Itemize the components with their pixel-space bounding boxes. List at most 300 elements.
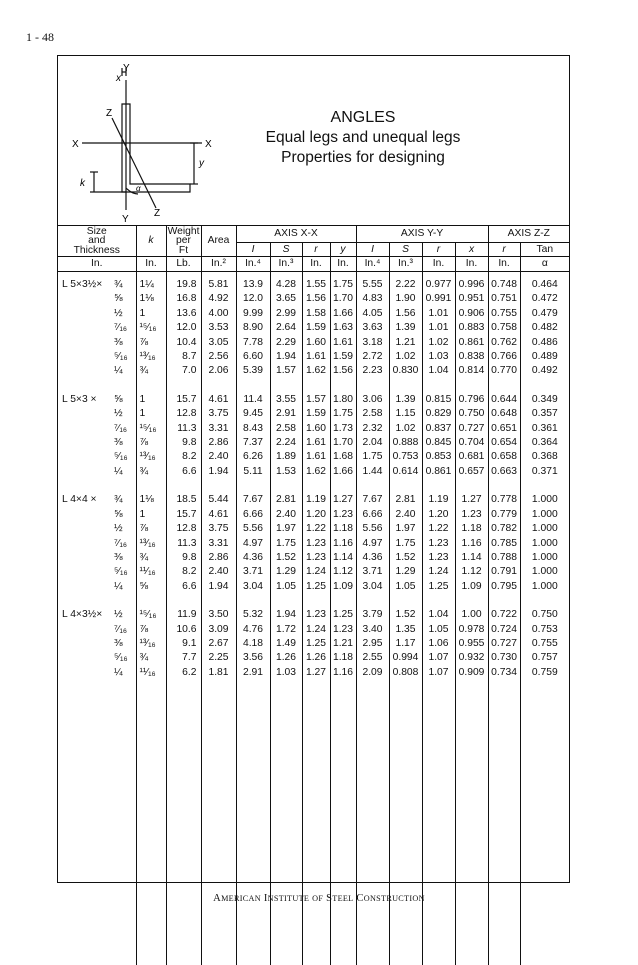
prop-rx: 1.60 bbox=[302, 336, 330, 350]
prop-Iy: 3.06 bbox=[356, 393, 389, 407]
prop-rz: 0.770 bbox=[488, 364, 520, 378]
spacer-row bbox=[58, 379, 569, 393]
prop-rx: 1.56 bbox=[302, 292, 330, 306]
spacer-cell bbox=[58, 594, 136, 608]
prop-Sy: 1.02 bbox=[389, 422, 422, 436]
prop-tan: 0.482 bbox=[520, 321, 569, 335]
prop-rz: 0.762 bbox=[488, 336, 520, 350]
spacer-cell bbox=[58, 379, 136, 393]
table-row bbox=[58, 637, 569, 651]
prop-tan: 0.371 bbox=[520, 465, 569, 479]
prop-Sy: 0.830 bbox=[389, 364, 422, 378]
prop-y: 1.21 bbox=[330, 637, 356, 651]
prop-Sx: 1.97 bbox=[270, 522, 302, 536]
weight-value: 9.8 bbox=[166, 436, 201, 450]
prop-Iy: 5.56 bbox=[356, 522, 389, 536]
header-size bbox=[58, 226, 136, 257]
prop-Sx: 2.29 bbox=[270, 336, 302, 350]
prop-Ix: 8.90 bbox=[236, 321, 270, 335]
header-size-line3: Thickness bbox=[58, 246, 136, 256]
size-designation: L 5×3½× bbox=[62, 278, 114, 292]
spacer-cell bbox=[58, 479, 136, 493]
area-value: 3.09 bbox=[201, 623, 236, 637]
weight-value: 12.8 bbox=[166, 407, 201, 421]
table-row bbox=[58, 522, 569, 536]
prop-y: 1.75 bbox=[330, 278, 356, 292]
prop-rz: 0.778 bbox=[488, 493, 520, 507]
table-row bbox=[58, 422, 569, 436]
area-value: 3.75 bbox=[201, 522, 236, 536]
weight-value: 10.6 bbox=[166, 623, 201, 637]
prop-Sx: 2.99 bbox=[270, 307, 302, 321]
spacer-cell bbox=[236, 379, 270, 393]
prop-ry: 1.07 bbox=[422, 651, 455, 665]
weight-value: 11.3 bbox=[166, 422, 201, 436]
prop-Ix: 7.37 bbox=[236, 436, 270, 450]
prop-y: 1.68 bbox=[330, 450, 356, 464]
size-cell bbox=[58, 623, 136, 637]
table-row bbox=[58, 465, 569, 479]
weight-value: 8.2 bbox=[166, 565, 201, 579]
prop-Iy: 1.75 bbox=[356, 450, 389, 464]
prop-x: 0.838 bbox=[455, 350, 488, 364]
size-cell bbox=[58, 393, 136, 407]
table-row bbox=[58, 666, 569, 680]
diagram-label-k: k bbox=[80, 178, 86, 189]
footer-w1-rest: MERICAN bbox=[221, 894, 261, 903]
prop-x: 0.796 bbox=[455, 393, 488, 407]
spacer-cell bbox=[455, 379, 488, 393]
prop-rz: 0.651 bbox=[488, 422, 520, 436]
prop-Iy: 6.66 bbox=[356, 508, 389, 522]
prop-Iy: 2.09 bbox=[356, 666, 389, 680]
prop-tan: 0.357 bbox=[520, 407, 569, 421]
spacer-cell bbox=[356, 379, 389, 393]
prop-Sx: 1.49 bbox=[270, 637, 302, 651]
prop-Ix: 7.78 bbox=[236, 336, 270, 350]
prop-Sy: 1.05 bbox=[389, 580, 422, 594]
prop-x: 1.00 bbox=[455, 608, 488, 622]
thickness: ⅜ bbox=[114, 638, 123, 649]
footer-w5-cap: C bbox=[356, 893, 363, 904]
thickness: ⅝ bbox=[114, 394, 123, 405]
prop-x: 0.955 bbox=[455, 637, 488, 651]
prop-x: 0.681 bbox=[455, 450, 488, 464]
size-designation: L 4×4 × bbox=[62, 493, 114, 507]
thickness: ⅝ bbox=[114, 293, 123, 304]
k-value: ¹¹⁄₁₆ bbox=[136, 565, 166, 579]
area-value: 3.75 bbox=[201, 407, 236, 421]
prop-Sx: 2.58 bbox=[270, 422, 302, 436]
thickness: ¼ bbox=[114, 667, 123, 678]
size-cell bbox=[58, 522, 136, 536]
prop-rz: 0.648 bbox=[488, 407, 520, 421]
size-cell bbox=[58, 580, 136, 594]
prop-Ix: 4.97 bbox=[236, 537, 270, 551]
table-row bbox=[58, 623, 569, 637]
title-line2: Equal legs and unequal legs bbox=[228, 128, 498, 148]
k-value: 1 bbox=[136, 407, 166, 421]
prop-Sy: 2.22 bbox=[389, 278, 422, 292]
weight-value: 7.7 bbox=[166, 651, 201, 665]
prop-tan: 0.492 bbox=[520, 364, 569, 378]
prop-Iy: 2.04 bbox=[356, 436, 389, 450]
prop-Iy: 2.55 bbox=[356, 651, 389, 665]
spacer-row bbox=[58, 594, 569, 608]
header-sub-Sy: S bbox=[389, 243, 422, 257]
prop-ry: 1.01 bbox=[422, 321, 455, 335]
weight-value: 12.0 bbox=[166, 321, 201, 335]
k-value: 1⅛ bbox=[136, 493, 166, 507]
table-row bbox=[58, 336, 569, 350]
spacer-cell bbox=[201, 379, 236, 393]
size-cell bbox=[58, 364, 136, 378]
spacer-cell bbox=[201, 479, 236, 493]
spacer-cell bbox=[356, 594, 389, 608]
spacer-cell bbox=[488, 680, 520, 965]
prop-tan: 0.464 bbox=[520, 278, 569, 292]
area-value: 1.81 bbox=[201, 666, 236, 680]
prop-ry: 0.837 bbox=[422, 422, 455, 436]
prop-ry: 1.03 bbox=[422, 350, 455, 364]
prop-y: 1.18 bbox=[330, 522, 356, 536]
header-sub-Sx: S bbox=[270, 243, 302, 257]
prop-y: 1.66 bbox=[330, 465, 356, 479]
prop-Sx: 1.05 bbox=[270, 580, 302, 594]
thickness: ½ bbox=[114, 609, 123, 620]
size-cell bbox=[58, 321, 136, 335]
prop-Iy: 3.79 bbox=[356, 608, 389, 622]
prop-Sy: 0.753 bbox=[389, 450, 422, 464]
weight-value: 19.8 bbox=[166, 278, 201, 292]
area-value: 4.00 bbox=[201, 307, 236, 321]
prop-Iy: 2.95 bbox=[356, 637, 389, 651]
header-sub-y: y bbox=[330, 243, 356, 257]
prop-rz: 0.722 bbox=[488, 608, 520, 622]
k-value: ¹³⁄₁₆ bbox=[136, 450, 166, 464]
prop-x: 1.09 bbox=[455, 580, 488, 594]
prop-x: 0.814 bbox=[455, 364, 488, 378]
page-number: 1 - 48 bbox=[26, 30, 54, 45]
prop-ry: 1.22 bbox=[422, 522, 455, 536]
prop-Iy: 2.72 bbox=[356, 350, 389, 364]
prop-Sx: 1.75 bbox=[270, 537, 302, 551]
unit-rx: In. bbox=[302, 257, 330, 272]
prop-Sy: 0.808 bbox=[389, 666, 422, 680]
table-frame bbox=[57, 55, 570, 883]
prop-x: 1.14 bbox=[455, 551, 488, 565]
prop-rz: 0.779 bbox=[488, 508, 520, 522]
unit-rz: In. bbox=[488, 257, 520, 272]
weight-value: 18.5 bbox=[166, 493, 201, 507]
area-value: 2.06 bbox=[201, 364, 236, 378]
prop-Ix: 5.39 bbox=[236, 364, 270, 378]
table-row bbox=[58, 350, 569, 364]
prop-y: 1.66 bbox=[330, 307, 356, 321]
thickness: ⁵⁄₁₆ bbox=[114, 566, 128, 577]
prop-Sy: 0.994 bbox=[389, 651, 422, 665]
table-row bbox=[58, 651, 569, 665]
prop-ry: 0.815 bbox=[422, 393, 455, 407]
title-block bbox=[228, 108, 498, 168]
header-axis-yy: AXIS Y-Y bbox=[356, 226, 488, 243]
prop-Sx: 1.89 bbox=[270, 450, 302, 464]
prop-Iy: 3.18 bbox=[356, 336, 389, 350]
weight-value: 16.8 bbox=[166, 292, 201, 306]
prop-rx: 1.62 bbox=[302, 364, 330, 378]
area-value: 3.53 bbox=[201, 321, 236, 335]
prop-Iy: 2.32 bbox=[356, 422, 389, 436]
header-weight-line3: Ft bbox=[167, 246, 201, 256]
table-row bbox=[58, 508, 569, 522]
prop-tan: 0.349 bbox=[520, 393, 569, 407]
diagram-label-X-left: X bbox=[72, 139, 79, 150]
prop-Iy: 5.55 bbox=[356, 278, 389, 292]
prop-rx: 1.23 bbox=[302, 551, 330, 565]
prop-y: 1.80 bbox=[330, 393, 356, 407]
weight-value: 12.8 bbox=[166, 522, 201, 536]
prop-Iy: 1.44 bbox=[356, 465, 389, 479]
weight-value: 9.8 bbox=[166, 551, 201, 565]
prop-rx: 1.20 bbox=[302, 508, 330, 522]
weight-value: 8.7 bbox=[166, 350, 201, 364]
size-cell bbox=[58, 637, 136, 651]
unit-ry: In. bbox=[422, 257, 455, 272]
prop-Ix: 4.18 bbox=[236, 637, 270, 651]
prop-Sx: 2.24 bbox=[270, 436, 302, 450]
properties-table bbox=[58, 226, 569, 965]
prop-tan: 0.361 bbox=[520, 422, 569, 436]
prop-Iy: 3.04 bbox=[356, 580, 389, 594]
area-value: 2.67 bbox=[201, 637, 236, 651]
prop-rz: 0.755 bbox=[488, 307, 520, 321]
size-cell bbox=[58, 307, 136, 321]
prop-rx: 1.22 bbox=[302, 522, 330, 536]
area-value: 3.50 bbox=[201, 608, 236, 622]
prop-ry: 1.04 bbox=[422, 364, 455, 378]
spacer-cell bbox=[455, 680, 488, 965]
prop-Ix: 3.56 bbox=[236, 651, 270, 665]
prop-tan: 0.368 bbox=[520, 450, 569, 464]
thickness: ⁷⁄₁₆ bbox=[114, 624, 127, 635]
diagram-label-Y-top: Y bbox=[123, 63, 130, 74]
prop-tan: 0.479 bbox=[520, 307, 569, 321]
prop-Sy: 1.02 bbox=[389, 350, 422, 364]
area-value: 2.86 bbox=[201, 551, 236, 565]
prop-tan: 1.000 bbox=[520, 565, 569, 579]
prop-Sy: 1.56 bbox=[389, 307, 422, 321]
header-sub-tan: Tan bbox=[520, 243, 569, 257]
table-row bbox=[58, 580, 569, 594]
footer-w3: OF bbox=[312, 894, 323, 903]
weight-value: 6.2 bbox=[166, 666, 201, 680]
prop-Sx: 1.53 bbox=[270, 465, 302, 479]
spacer-cell bbox=[488, 379, 520, 393]
prop-y: 1.27 bbox=[330, 493, 356, 507]
prop-tan: 0.753 bbox=[520, 623, 569, 637]
thickness: ⁷⁄₁₆ bbox=[114, 322, 127, 333]
prop-y: 1.73 bbox=[330, 422, 356, 436]
k-value: ¾ bbox=[136, 651, 166, 665]
header-axis-zz: AXIS Z-Z bbox=[488, 226, 569, 243]
prop-x: 0.996 bbox=[455, 278, 488, 292]
prop-rz: 0.724 bbox=[488, 623, 520, 637]
prop-rz: 0.782 bbox=[488, 522, 520, 536]
spacer-cell bbox=[236, 479, 270, 493]
prop-Ix: 13.9 bbox=[236, 278, 270, 292]
prop-ry: 1.02 bbox=[422, 336, 455, 350]
prop-Sx: 1.72 bbox=[270, 623, 302, 637]
prop-rx: 1.61 bbox=[302, 350, 330, 364]
size-cell bbox=[58, 666, 136, 680]
prop-rz: 0.658 bbox=[488, 450, 520, 464]
spacer-cell bbox=[520, 479, 569, 493]
prop-rz: 0.654 bbox=[488, 436, 520, 450]
prop-x: 0.909 bbox=[455, 666, 488, 680]
spacer-cell bbox=[270, 680, 302, 965]
area-value: 1.94 bbox=[201, 580, 236, 594]
prop-tan: 1.000 bbox=[520, 493, 569, 507]
area-value: 2.40 bbox=[201, 565, 236, 579]
prop-Sy: 1.21 bbox=[389, 336, 422, 350]
footer-w2-rest: NSTITUTE bbox=[268, 894, 310, 903]
size-cell bbox=[58, 436, 136, 450]
k-value: 1 bbox=[136, 307, 166, 321]
prop-ry: 1.23 bbox=[422, 551, 455, 565]
spacer-cell bbox=[166, 379, 201, 393]
spacer-cell bbox=[302, 379, 330, 393]
prop-tan: 0.489 bbox=[520, 350, 569, 364]
spacer-cell bbox=[270, 479, 302, 493]
table-row bbox=[58, 493, 569, 507]
k-value: 1 bbox=[136, 393, 166, 407]
prop-tan: 0.759 bbox=[520, 666, 569, 680]
title-line3: Properties for designing bbox=[228, 148, 498, 168]
size-cell bbox=[58, 336, 136, 350]
prop-Sx: 2.40 bbox=[270, 508, 302, 522]
prop-Sy: 0.888 bbox=[389, 436, 422, 450]
spacer-cell bbox=[389, 594, 422, 608]
k-value: ¹⁵⁄₁₆ bbox=[136, 321, 166, 335]
prop-ry: 1.24 bbox=[422, 565, 455, 579]
prop-rx: 1.57 bbox=[302, 393, 330, 407]
prop-rz: 0.644 bbox=[488, 393, 520, 407]
prop-ry: 0.861 bbox=[422, 465, 455, 479]
k-value: ⅞ bbox=[136, 522, 166, 536]
prop-Sy: 1.17 bbox=[389, 637, 422, 651]
diagram-label-Z-top: Z bbox=[106, 108, 112, 119]
spacer-cell bbox=[166, 479, 201, 493]
thickness: ⅜ bbox=[114, 437, 123, 448]
prop-rx: 1.26 bbox=[302, 651, 330, 665]
k-value: ⅞ bbox=[136, 623, 166, 637]
table-row bbox=[58, 393, 569, 407]
prop-rx: 1.61 bbox=[302, 436, 330, 450]
spacer-cell bbox=[330, 594, 356, 608]
prop-y: 1.23 bbox=[330, 508, 356, 522]
size-cell bbox=[58, 465, 136, 479]
spacer-cell bbox=[389, 479, 422, 493]
thickness: ¾ bbox=[114, 494, 123, 505]
k-value: ¹³⁄₁₆ bbox=[136, 350, 166, 364]
header-weight bbox=[166, 226, 201, 257]
title-line1: ANGLES bbox=[228, 108, 498, 128]
header-sub-rx: r bbox=[302, 243, 330, 257]
k-value: ¾ bbox=[136, 364, 166, 378]
spacer-cell bbox=[356, 479, 389, 493]
spacer-cell bbox=[330, 379, 356, 393]
spacer-cell bbox=[136, 594, 166, 608]
prop-y: 1.70 bbox=[330, 292, 356, 306]
thickness: ⁵⁄₁₆ bbox=[114, 652, 128, 663]
thickness: ½ bbox=[114, 523, 123, 534]
prop-x: 1.12 bbox=[455, 565, 488, 579]
prop-tan: 1.000 bbox=[520, 508, 569, 522]
prop-tan: 0.364 bbox=[520, 436, 569, 450]
k-value: ¹⁵⁄₁₆ bbox=[136, 608, 166, 622]
prop-ry: 1.20 bbox=[422, 508, 455, 522]
header-k bbox=[136, 226, 166, 257]
diagram-label-Y-bottom: Y bbox=[122, 214, 129, 225]
thickness: ¾ bbox=[114, 279, 123, 290]
spacer-cell bbox=[330, 680, 356, 965]
spacer-cell bbox=[236, 594, 270, 608]
size-cell bbox=[58, 508, 136, 522]
area-value: 4.61 bbox=[201, 393, 236, 407]
unit-k: In. bbox=[136, 257, 166, 272]
prop-x: 1.27 bbox=[455, 493, 488, 507]
diagram-label-X-right: X bbox=[205, 139, 212, 150]
unit-size: In. bbox=[58, 257, 136, 272]
spacer-cell bbox=[166, 594, 201, 608]
prop-rz: 0.734 bbox=[488, 666, 520, 680]
thickness: ¼ bbox=[114, 365, 123, 376]
header-k-label: k bbox=[148, 235, 153, 246]
header-sub-rz: r bbox=[488, 243, 520, 257]
spacer-cell bbox=[422, 680, 455, 965]
prop-Sx: 1.52 bbox=[270, 551, 302, 565]
weight-value: 10.4 bbox=[166, 336, 201, 350]
size-cell bbox=[58, 537, 136, 551]
k-value: 1¼ bbox=[136, 278, 166, 292]
area-value: 4.61 bbox=[201, 508, 236, 522]
k-value: ⅞ bbox=[136, 436, 166, 450]
unit-Sy: In.³ bbox=[389, 257, 422, 272]
prop-ry: 0.977 bbox=[422, 278, 455, 292]
prop-rx: 1.23 bbox=[302, 537, 330, 551]
thickness: ⅜ bbox=[114, 337, 123, 348]
weight-value: 9.1 bbox=[166, 637, 201, 651]
prop-Iy: 7.67 bbox=[356, 493, 389, 507]
diagram-label-y: y bbox=[198, 158, 205, 169]
prop-rx: 1.24 bbox=[302, 565, 330, 579]
footer-w1-cap: A bbox=[213, 893, 221, 904]
spacer-cell bbox=[136, 479, 166, 493]
spacer-cell bbox=[136, 379, 166, 393]
thickness: ⁷⁄₁₆ bbox=[114, 423, 127, 434]
area-value: 3.31 bbox=[201, 537, 236, 551]
table-row bbox=[58, 364, 569, 378]
prop-y: 1.75 bbox=[330, 407, 356, 421]
prop-Sy: 1.52 bbox=[389, 551, 422, 565]
angle-section-diagram bbox=[64, 60, 234, 225]
table-row bbox=[58, 407, 569, 421]
prop-ry: 0.829 bbox=[422, 407, 455, 421]
spacer-cell bbox=[488, 594, 520, 608]
prop-rx: 1.27 bbox=[302, 666, 330, 680]
k-value: ¹¹⁄₁₆ bbox=[136, 666, 166, 680]
area-value: 2.40 bbox=[201, 450, 236, 464]
